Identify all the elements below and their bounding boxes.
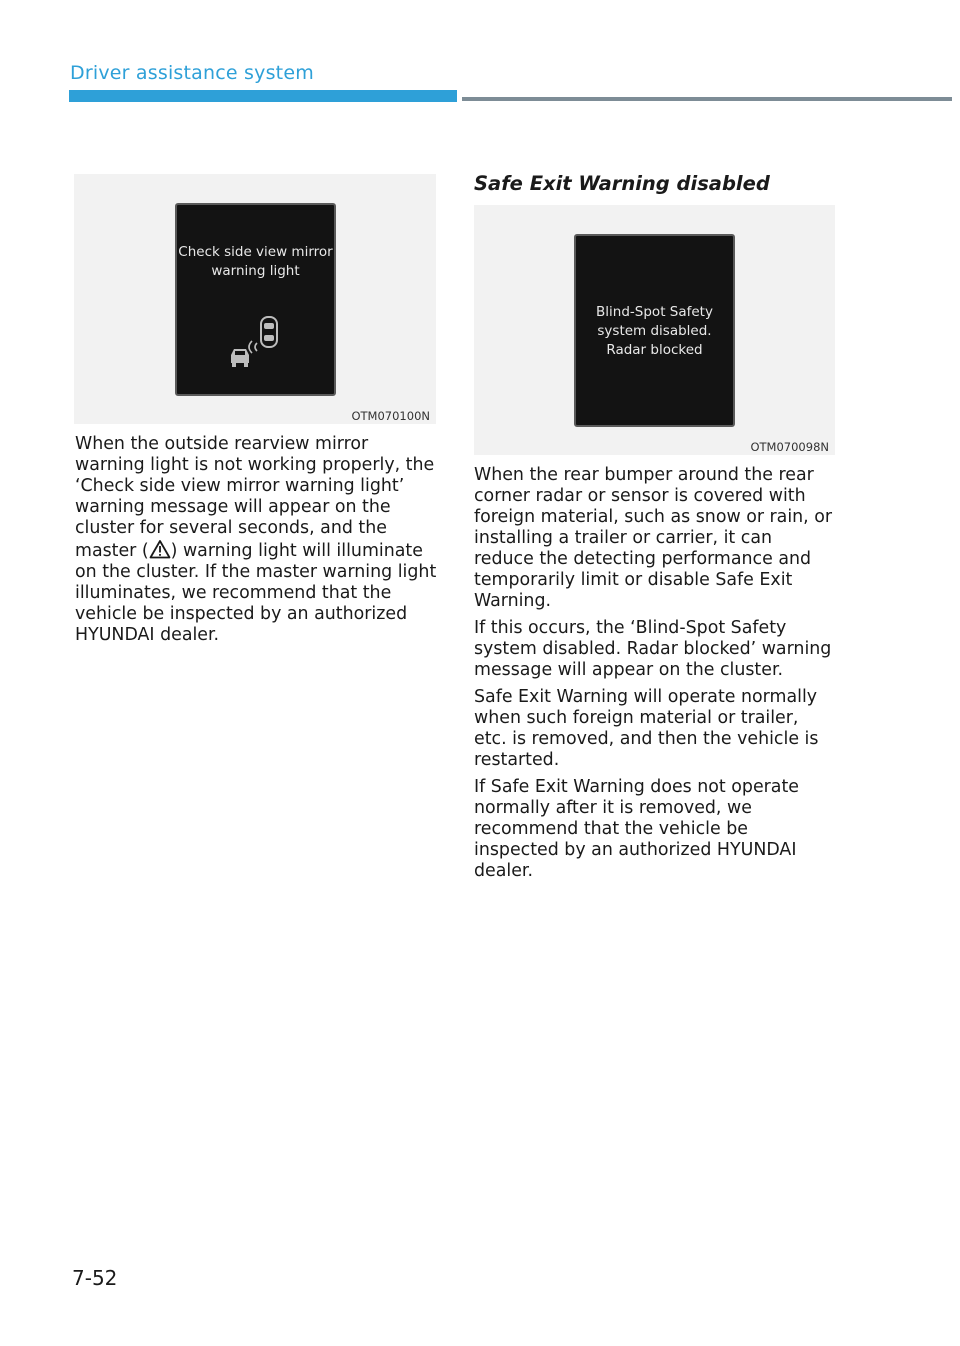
warning-triangle-icon: [149, 539, 171, 559]
header-bar-accent: [69, 90, 457, 102]
cluster-screen: [175, 203, 336, 396]
figure-side-mirror-warning: [74, 174, 436, 424]
paragraph: If this occurs, the ‘Blind-Spot Safety system disabled. Radar blocked’ warning message will appear on the cluster.: [474, 618, 832, 680]
figure-blind-spot-disabled: [474, 205, 835, 455]
paragraph: If Safe Exit Warning does not operate normally after it is removed, we recommend that the vehicle be inspected by an authorized HYUNDAI dealer.: [474, 777, 799, 881]
car-side-warning-icon: [227, 313, 287, 369]
cluster-screen: [574, 234, 735, 427]
figure-code: OTM070100N: [351, 409, 430, 423]
figure-code: OTM070098N: [750, 440, 829, 454]
section-header-title: Driver assistance system: [70, 62, 314, 84]
paragraph-text-part-1: When the outside rearview mirror warning light is not working properly, the ‘Check side view mirror warning light’ warning message will appear on the cluster for several seconds, and the master (: [75, 434, 435, 561]
right-column-text: [474, 465, 836, 888]
page-number: 7-52: [72, 1266, 118, 1290]
paragraph: [75, 434, 439, 646]
paragraph: When the rear bumper around the rear corner radar or sensor is covered with foreign material, such as snow or rain, or installing a trailer or carrier, it can reduce the detecting performance and temporarily limit or disable Safe Exit Warning.: [474, 465, 833, 611]
section-heading: Safe Exit Warning disabled: [474, 172, 770, 195]
paragraph: Safe Exit Warning will operate normally when such foreign material or trailer, etc. is removed, and then the vehicle is restarted.: [474, 687, 819, 770]
cluster-message: Check side view mirror warning light: [178, 244, 333, 279]
left-column-text: [75, 434, 439, 652]
cluster-message: Blind-Spot Safety system disabled. Radar blocked: [596, 304, 713, 358]
paragraph-text-part-2: ) warning light will illuminate on the cluster. If the master warning light illuminates, we recommend that the vehicle be inspected by an authorized HYUNDAI dealer.: [75, 541, 437, 645]
header-bar-rule: [462, 97, 952, 101]
